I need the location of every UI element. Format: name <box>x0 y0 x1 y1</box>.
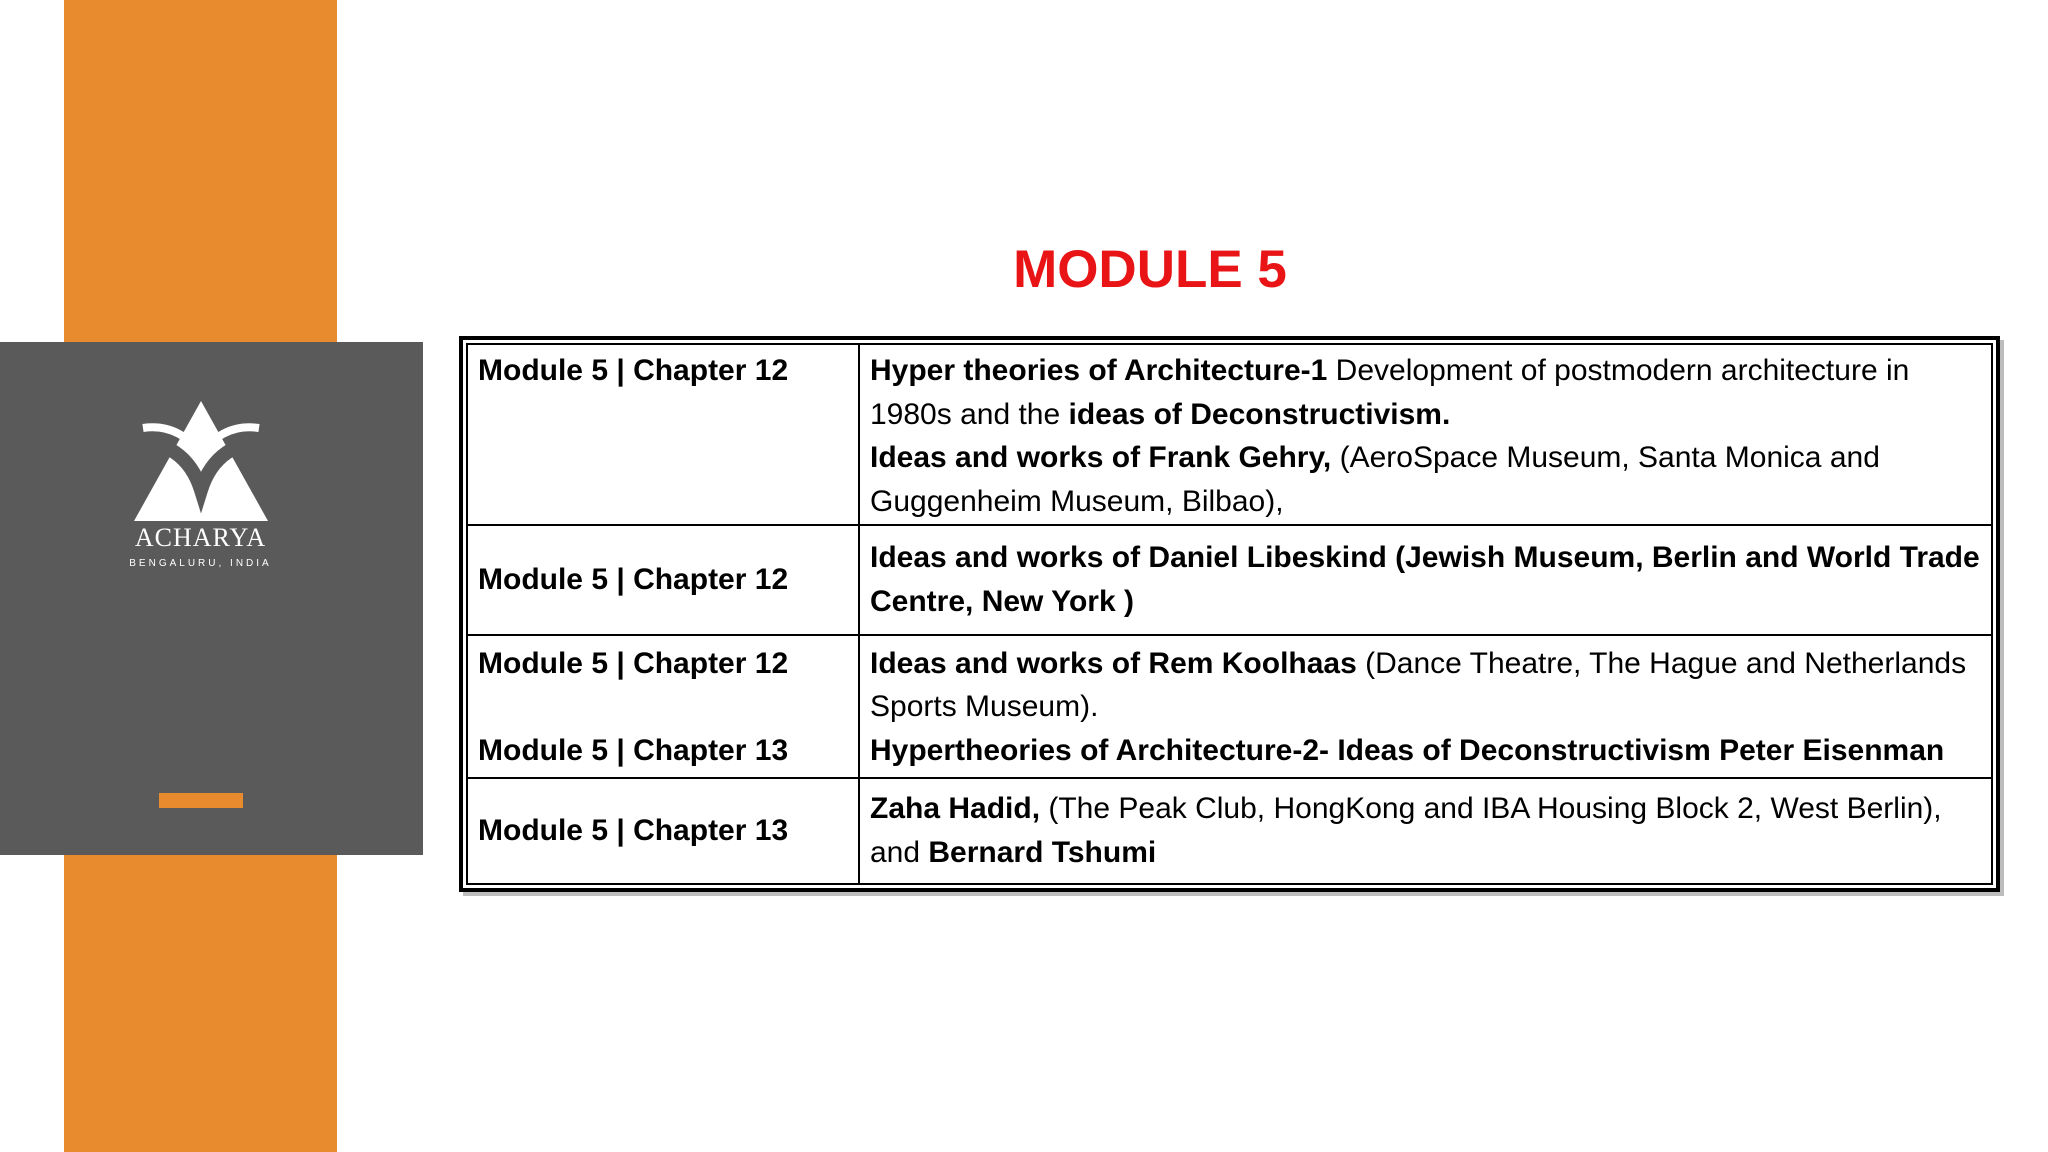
description-bold-text: Hypertheories of Architecture-2- Ideas of Deconstructivism Peter Eisenman <box>870 733 1945 767</box>
acharya-logo <box>118 398 283 588</box>
chapter-cell <box>467 525 859 635</box>
description-bold-text: Bernard Tshumi <box>928 835 1157 869</box>
logo-location: BENGALURU, INDIA <box>129 558 272 569</box>
description-bold-text: ideas of Deconstructivism. <box>1068 397 1451 431</box>
logo-name: ACHARYA <box>134 523 267 552</box>
chapter-cell <box>467 344 859 525</box>
table-row <box>467 344 1992 525</box>
table-row <box>467 778 1992 884</box>
slide-title: MODULE 5 <box>1013 240 1287 299</box>
description-bold-text: Ideas and works of Frank Gehry, <box>870 441 1332 474</box>
table-row <box>467 635 1992 778</box>
description-text: (Dance Theatre, The Hague and Netherlands Sports Museum). <box>870 646 1967 724</box>
acharya-logo-icon <box>131 398 271 523</box>
chapter-cell <box>467 778 859 884</box>
description-text: (The Peak Club, HongKong and IBA Housing Block 2, West Berlin), and <box>870 792 1942 869</box>
description-cell <box>859 525 1992 635</box>
description-bold-text: Hyper theories of Architecture-1 <box>870 354 1328 387</box>
description-text: Development of postmodern architecture in 1980s and the <box>870 354 1910 431</box>
chapter-label: Module 5 | Chapter 13 <box>478 733 789 767</box>
chapter-label: Module 5 | Chapter 13 <box>478 814 789 848</box>
chapter-label: Module 5 | Chapter 12 <box>478 646 789 680</box>
description-bold-text: Ideas and works of Rem Koolhaas <box>870 646 1357 680</box>
chapter-label: Module 5 | Chapter 12 <box>478 562 789 596</box>
table-row <box>467 525 1992 635</box>
description-cell <box>859 635 1992 778</box>
module-table <box>466 343 1993 885</box>
description-cell <box>859 778 1992 884</box>
description-cell <box>859 344 1992 525</box>
description-bold-text: Ideas and works of Daniel Libeskind (Jewish Museum, Berlin and World Trade Centre, New York ) <box>870 541 1980 618</box>
accent-dash <box>159 793 243 808</box>
module-table-frame <box>459 336 2000 892</box>
description-bold-text: Zaha Hadid, <box>870 792 1041 826</box>
chapter-cell <box>467 635 859 778</box>
chapter-label: Module 5 | Chapter 12 <box>478 354 789 387</box>
description-text: (AeroSpace Museum, Santa Monica and Guggenheim Museum, Bilbao), <box>870 441 1880 518</box>
